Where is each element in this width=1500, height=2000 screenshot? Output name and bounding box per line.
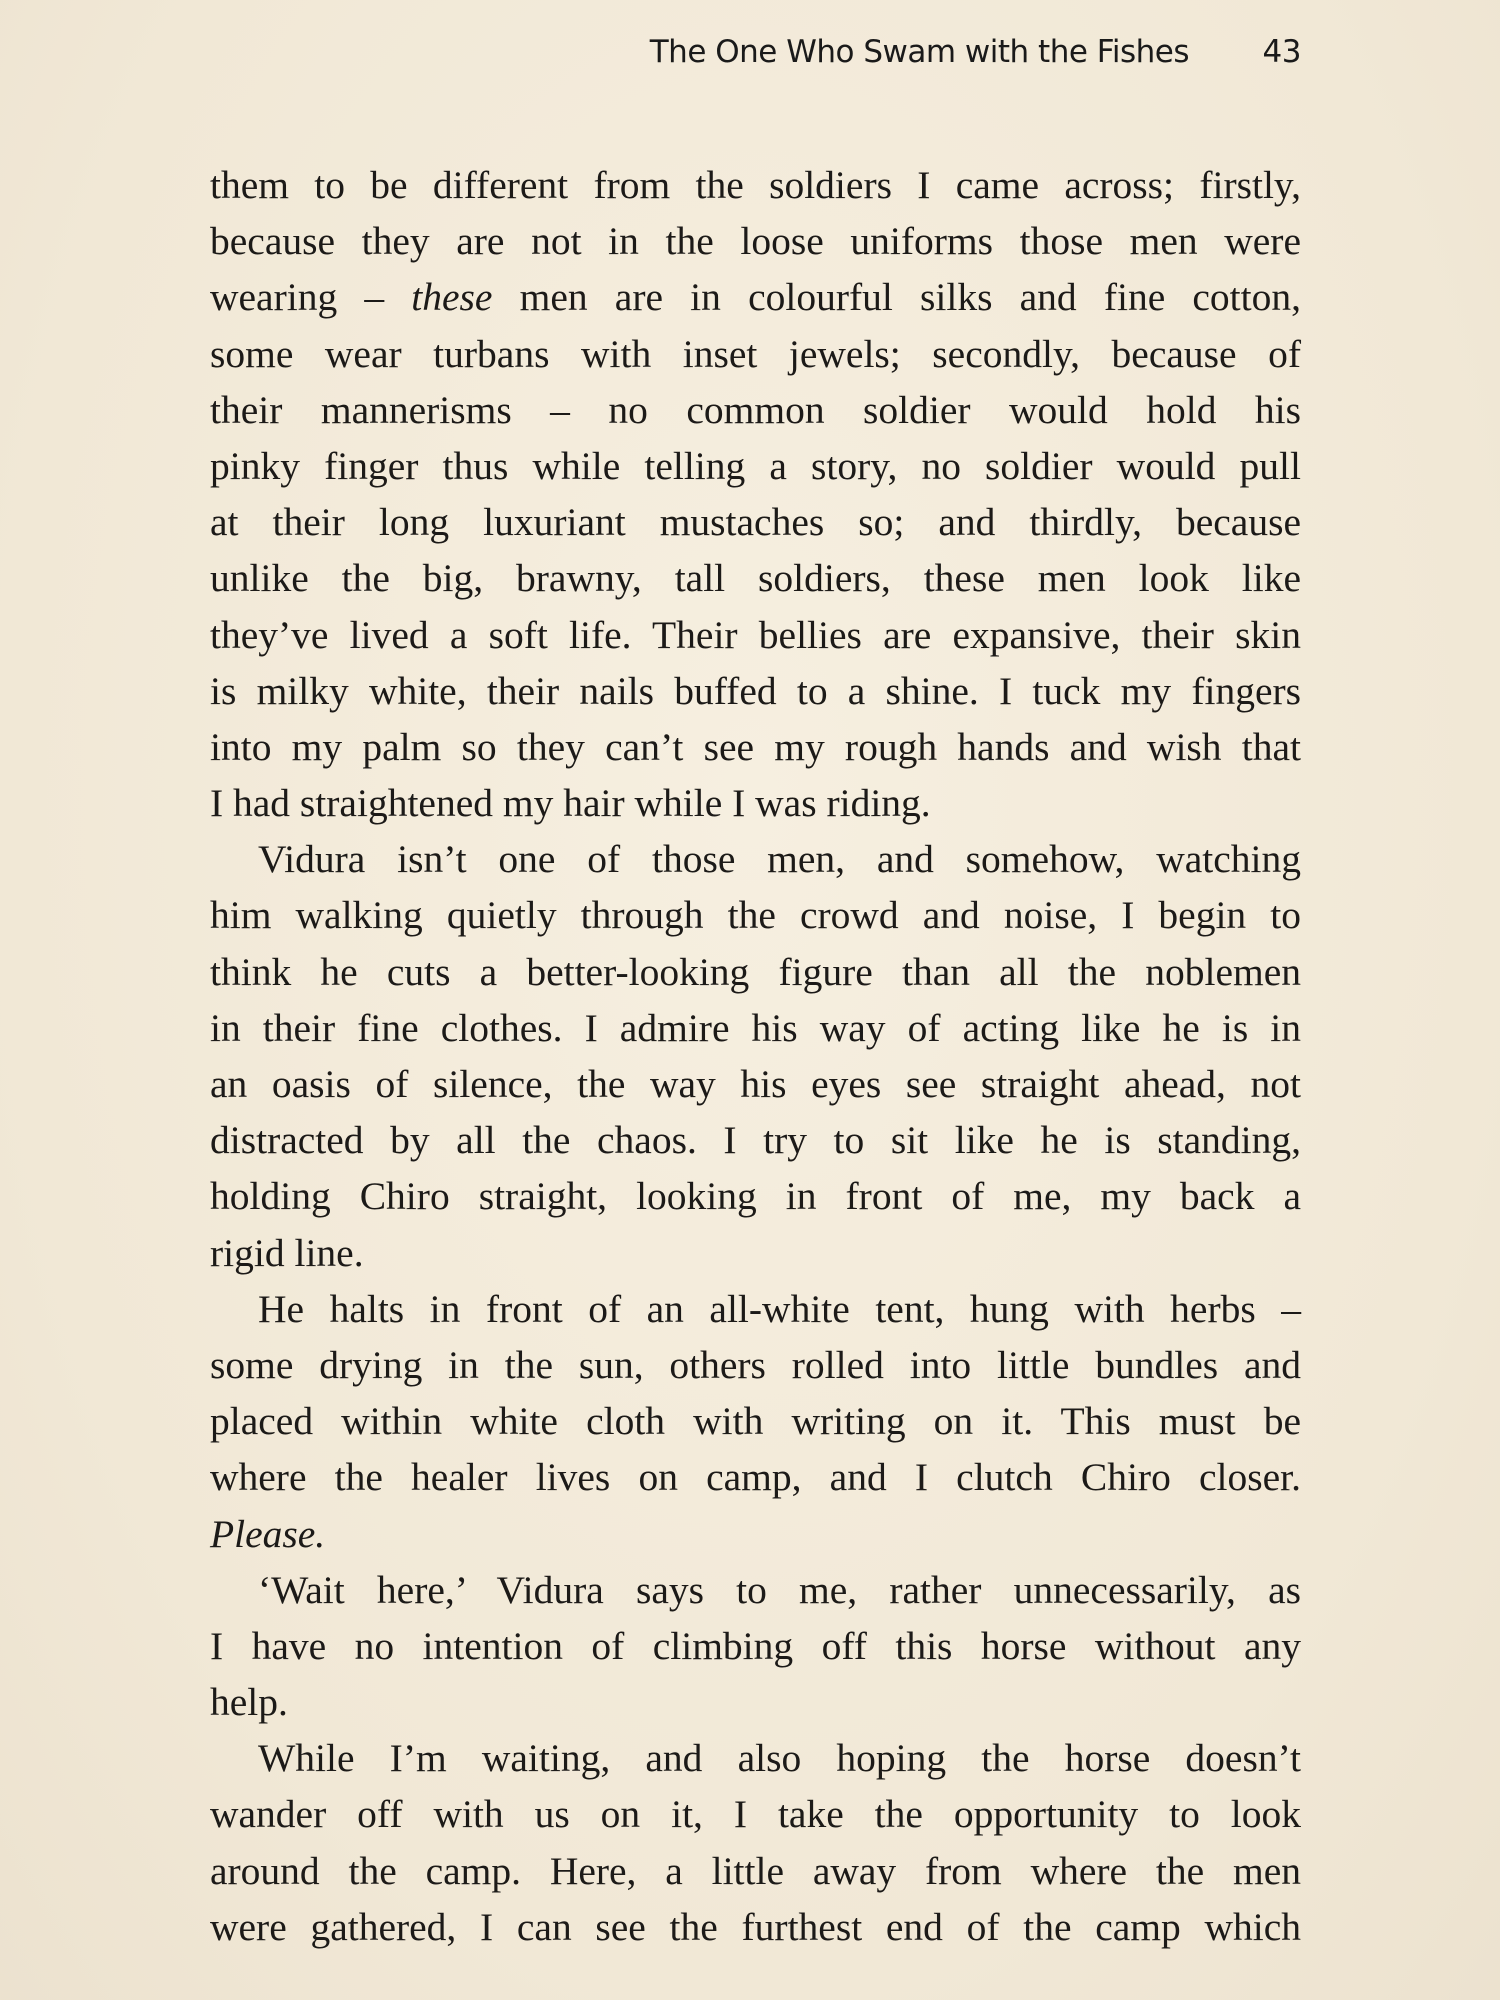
text-segment: ‘Wait here,’ Vidura says to me, rather unnecessarily, as <box>258 1567 1301 1612</box>
text-segment: While I’m waiting, and also hoping the horse doesn’t <box>258 1736 1301 1781</box>
text-line <box>210 831 1301 887</box>
text-line <box>210 213 1301 269</box>
text-segment: rigid line. <box>210 1230 364 1275</box>
text-segment: holding Chiro straight, looking in front of me, my back a <box>210 1174 1301 1219</box>
text-line <box>210 438 1301 494</box>
text-line <box>210 1393 1301 1449</box>
text-segment: He halts in front of an all-white tent, hung with herbs – <box>258 1286 1301 1331</box>
text-segment: distracted by all the chaos. I try to sit like he is standing, <box>210 1118 1301 1163</box>
text-line <box>210 1899 1301 1955</box>
text-line <box>210 382 1301 438</box>
italic-text: these <box>411 275 493 320</box>
text-line <box>210 550 1301 606</box>
running-title: The One Who Swam with the Fishes <box>649 34 1189 70</box>
text-segment: I have no intention of climbing off this horse without any <box>210 1623 1301 1668</box>
paragraph <box>210 1281 1301 1562</box>
text-segment: men are in colourful silks and fine cotton, <box>492 275 1301 320</box>
text-line <box>210 1225 1301 1281</box>
text-segment: him walking quietly through the crowd and noise, I begin to <box>210 893 1301 938</box>
text-segment: help. <box>210 1680 288 1725</box>
text-segment: an oasis of silence, the way his eyes see straight ahead, not <box>210 1062 1301 1106</box>
text-segment: Vidura isn’t one of those men, and somehow, watching <box>258 837 1301 882</box>
text-line <box>210 1112 1301 1168</box>
text-line <box>210 1618 1301 1674</box>
text-line <box>210 607 1301 663</box>
text-line <box>210 1000 1301 1056</box>
text-line <box>210 719 1301 775</box>
text-segment: some wear turbans with inset jewels; secondly, because of <box>210 331 1301 376</box>
text-line <box>210 1786 1301 1842</box>
text-line <box>210 1730 1301 1786</box>
text-line <box>210 1449 1301 1505</box>
text-line <box>210 1674 1301 1730</box>
text-segment: at their long luxuriant mustaches so; and thirdly, because <box>210 500 1301 545</box>
text-segment: around the camp. Here, a little away from where the men <box>210 1848 1301 1893</box>
text-segment: I had straightened my hair while I was riding. <box>210 781 931 826</box>
text-segment: placed within white cloth with writing on it. This must be <box>210 1399 1301 1444</box>
text-segment: is milky white, their nails buffed to a shine. I tuck my fingers <box>210 668 1301 713</box>
italic-text: Please. <box>210 1511 326 1556</box>
text-segment: wander off with us on it, I take the opportunity to look <box>210 1792 1301 1837</box>
text-line <box>210 1337 1301 1393</box>
text-segment: them to be different from the soldiers I came across; firstly, <box>210 163 1301 207</box>
text-segment: in their fine clothes. I admire his way of acting like he is in <box>210 1005 1301 1050</box>
text-segment: where the healer lives on camp, and I clutch Chiro closer. <box>210 1455 1301 1500</box>
paragraph <box>210 1562 1301 1731</box>
text-line <box>210 1843 1301 1899</box>
text-segment: some drying in the sun, others rolled into little bundles and <box>210 1342 1301 1387</box>
text-segment: wearing – <box>210 275 412 320</box>
text-line <box>210 944 1301 1000</box>
text-line <box>210 887 1301 943</box>
text-segment: think he cuts a better-looking figure than all the noblemen <box>210 949 1301 994</box>
text-segment: were gathered, I can see the furthest end of the camp which <box>210 1904 1301 1949</box>
text-line <box>210 1056 1301 1112</box>
page-number: 43 <box>1262 34 1301 70</box>
body-text <box>210 157 1301 1955</box>
text-line <box>210 1562 1301 1618</box>
text-line <box>210 775 1301 831</box>
text-line <box>210 663 1301 719</box>
text-line <box>210 269 1301 325</box>
paragraph <box>210 831 1301 1281</box>
text-line <box>210 494 1301 550</box>
paragraph <box>210 157 1301 831</box>
text-segment: unlike the big, brawny, tall soldiers, these men look like <box>210 556 1301 601</box>
text-line <box>210 1506 1301 1562</box>
text-segment: they’ve lived a soft life. Their bellies are expansive, their skin <box>210 612 1301 657</box>
running-header <box>0 30 1301 80</box>
text-line <box>210 1281 1301 1337</box>
text-line <box>210 1168 1301 1224</box>
text-segment: because they are not in the loose uniforms those men were <box>210 219 1301 264</box>
text-segment: pinky finger thus while telling a story, no soldier would pull <box>210 443 1301 488</box>
text-segment: their mannerisms – no common soldier would hold his <box>210 387 1301 432</box>
text-line <box>210 157 1301 213</box>
text-line <box>210 326 1301 382</box>
text-segment: into my palm so they can’t see my rough hands and wish that <box>210 724 1301 769</box>
paragraph <box>210 1730 1301 1955</box>
